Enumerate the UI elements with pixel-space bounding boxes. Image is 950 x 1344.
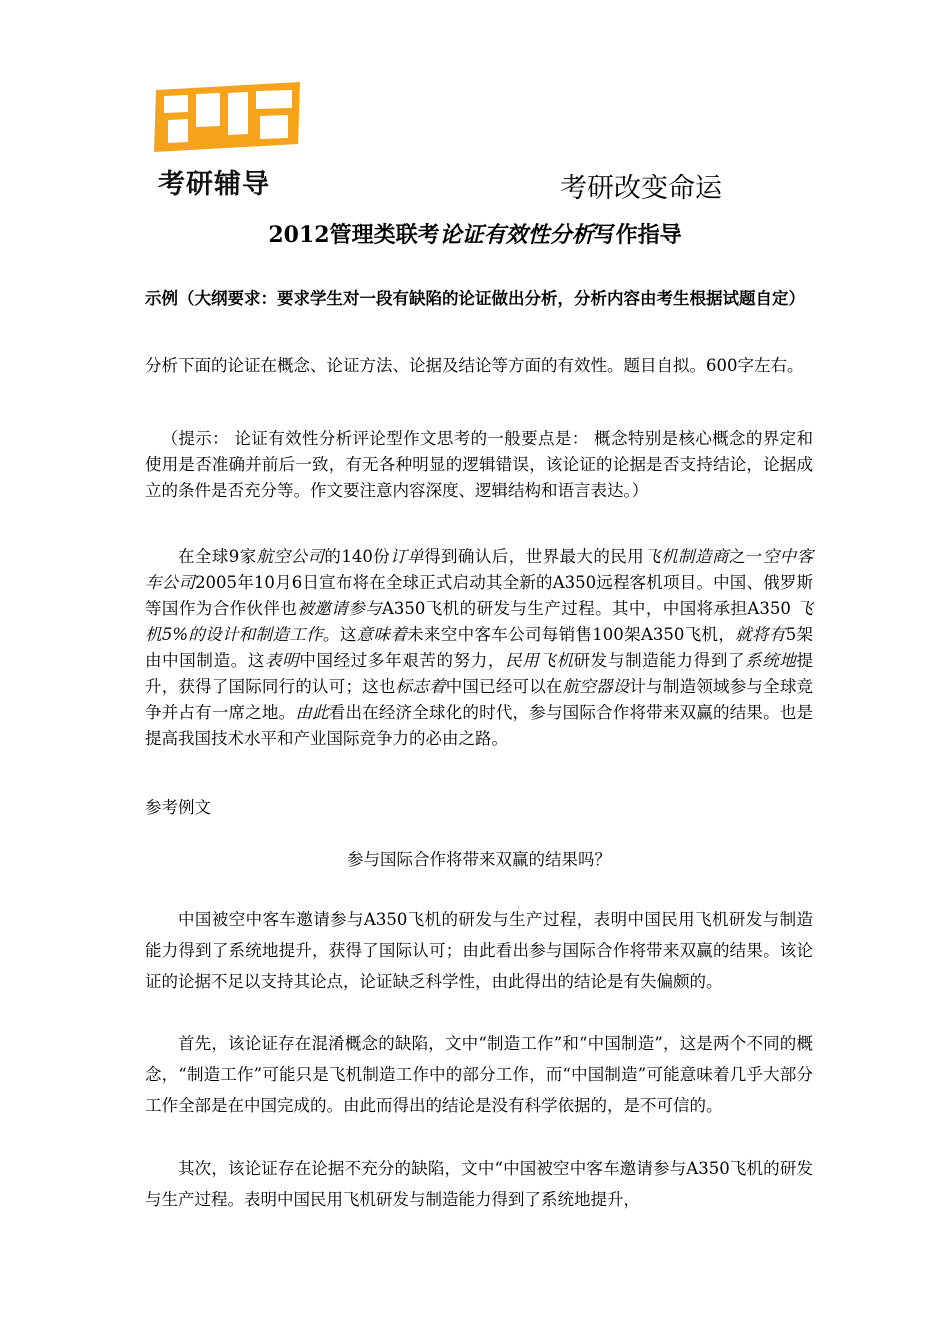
hint-paragraph: （提示： 论证有效性分析评论型作文思考的一般要点是： 概念特别是核心概念的界定和使用是否准确并前后一致，有无各种明显的逻辑错误，该论证的论据是否支持结论，论据成立的条件是否充分等。作文要注意内容深度、逻辑结构和语言表达。） (145, 429, 813, 500)
logo-mark (148, 78, 308, 158)
logo-text: 考研辅导 (158, 169, 270, 200)
essay-paragraph-1: 中国被空中客车邀请参与A350飞机的研发与生产过程，表明中国民用飞机研发与制造能力得到了系统地提升，获得了国际认可；由此看出参与国际合作将带来双赢的结果。该论证的论据不足以支持其论点，论证缺乏科学性，由此得出的结论是有失偏颇的。 (145, 910, 813, 991)
argument-passage: 在全球9家航空公司的140份订单得到确认后，世界最大的民用飞机制造商之一空中客车公司2005年10月6日宣布将在全球正式启动其全新的A350远程客机项目。中国、俄罗斯等国作为合作伙伴也被邀请参与A350飞机的研发与生产过程。其中，中国将承担A350 飞机5%的设计和制造工作。这意味着未来空中客车公司每销售100架A350飞机，就将有5架由中国制造。这表明中国经过多年艰苦的努力，民用飞机研发与制造能力得到了系统地提升，获得了国际同行的认可；这也标志着中国已经可以在航空器设计与制造领域参与全球竞争并占有一席之地。由此看出在经济全球化的时代，参与国际合作将带来双赢的结果。也是提高我国技术水平和产业国际竞争力的必由之路。 (145, 547, 814, 748)
reference-label: 参考例文 (145, 798, 211, 817)
page-title (0, 218, 950, 249)
title-italic: 论证有效性分析 (439, 222, 594, 248)
title-prefix: 2012管理类联考 (268, 222, 440, 248)
example-heading: 示例（大纲要求：要求学生对一段有缺陷的论证做出分析，分析内容由考生根据试题自定） (145, 289, 805, 308)
essay-title: 参与国际合作将带来双赢的结果吗？ (347, 850, 611, 869)
essay-paragraph-3: 其次，该论证存在论据不充分的缺陷，文中“中国被空中客车邀请参与A350飞机的研发与生产过程。表明中国民用飞机研发与制造能力得到了系统地提升， (145, 1159, 813, 1209)
instruction-paragraph: 分析下面的论证在概念、论证方法、论据及结论等方面的有效性。题目自拟。600字左右。 (145, 356, 804, 375)
title-suffix: 写作指导 (593, 222, 682, 248)
essay-paragraph-2: 首先，该论证存在混淆概念的缺陷，文中“制造工作”和“中国制造”，这是两个不同的概念，“制造工作”可能只是飞机制造工作中的部分工作，而“中国制造”可能意味着几乎大部分工作全部是在中国完成的。由此而得出的结论是没有科学依据的，是不可信的。 (145, 1034, 813, 1115)
slogan: 考研改变命运 (560, 173, 722, 204)
